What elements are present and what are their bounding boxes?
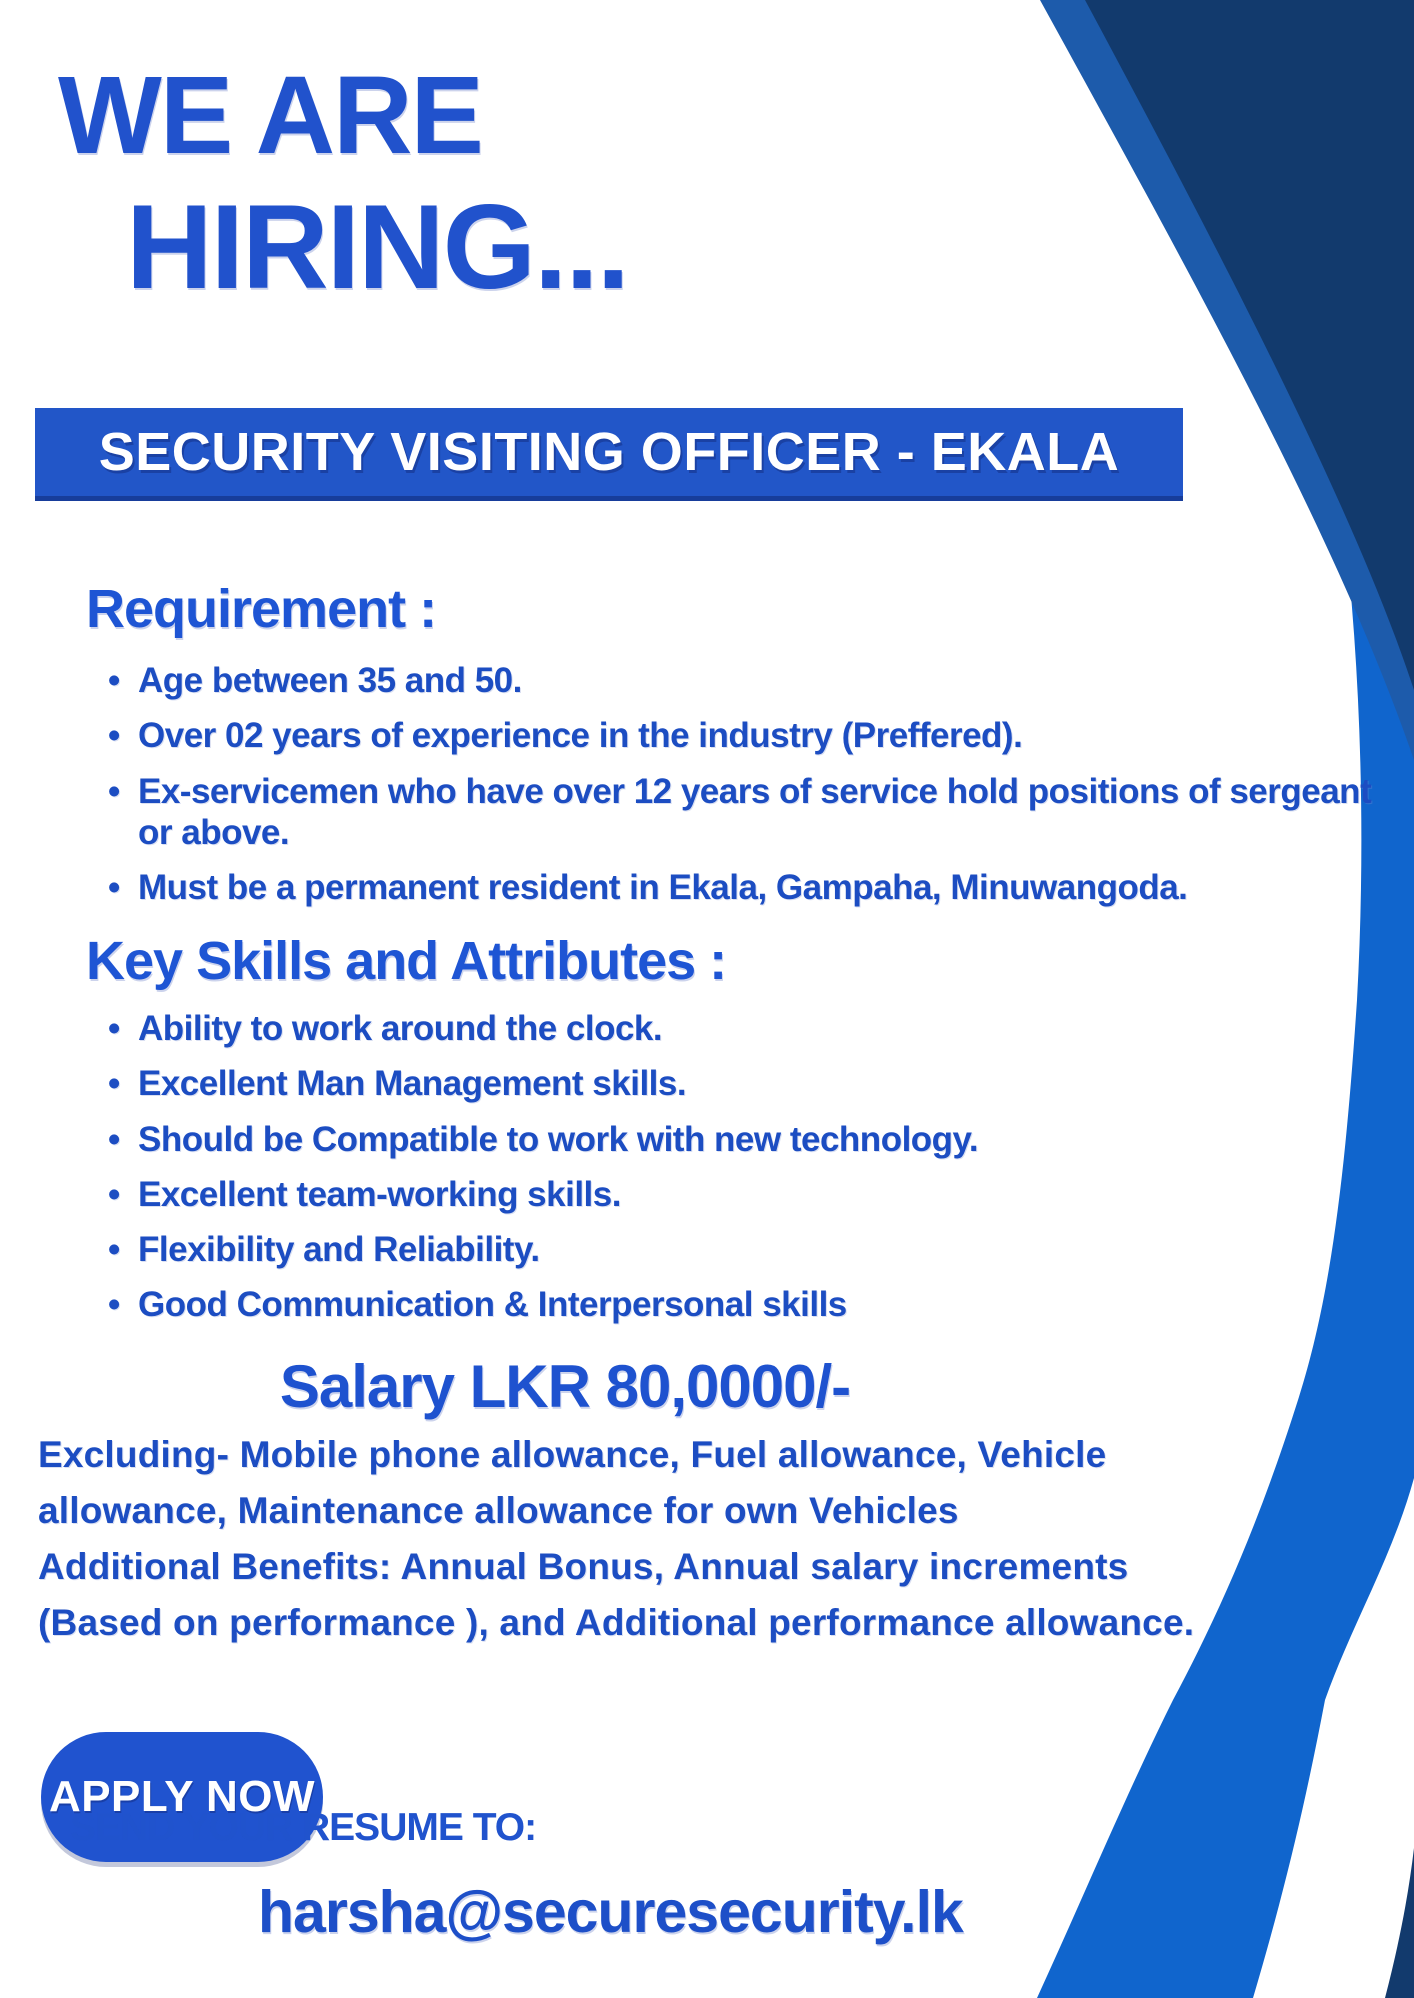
skill-item: • Excellent Man Management skills. <box>104 1063 978 1104</box>
title-hiring: HIRING... <box>126 180 629 314</box>
salary-detail-line: (Based on performance ), and Additional performance allowance. <box>38 1602 1195 1643</box>
apply-now-label: APPLY NOW <box>48 1772 316 1821</box>
requirements-list <box>104 660 1403 922</box>
title-we-are: WE ARE <box>58 54 482 177</box>
requirement-item: • Age between 35 and 50. <box>104 660 1403 701</box>
salary-details <box>38 1430 1194 1654</box>
requirement-item: • Over 02 years of experience in the industry (Preffered). <box>104 715 1403 756</box>
requirement-item: • Ex-servicemen who have over 12 years of service hold positions of sergeant or above. <box>104 771 1403 854</box>
skill-item: • Should be Compatible to work with new technology. <box>104 1119 978 1160</box>
job-title-text: SECURITY VISITING OFFICER - EKALA <box>98 422 1120 482</box>
skill-item: • Ability to work around the clock. <box>104 1008 978 1049</box>
skill-item: • Good Communication & Interpersonal skills <box>104 1284 978 1325</box>
salary-detail-line: allowance, Maintenance allowance for own Vehicles <box>38 1490 959 1531</box>
requirements-heading: Requirement : <box>86 579 437 639</box>
contact-email-link[interactable]: harsha@securesecurity.lk <box>258 1879 963 1945</box>
skill-item: • Flexibility and Reliability. <box>104 1229 978 1270</box>
requirement-item: • Must be a permanent resident in Ekala, Gampaha, Minuwangoda. <box>104 867 1403 908</box>
job-title-banner <box>35 408 1183 501</box>
salary-detail-line: Excluding- Mobile phone allowance, Fuel allowance, Vehicle <box>38 1434 1107 1475</box>
skill-item: • Excellent team-working skills. <box>104 1174 978 1215</box>
salary-heading: Salary LKR 80,0000/- <box>279 1353 851 1420</box>
skills-list <box>104 1008 978 1340</box>
send-resume-label: SEND YOUR RESUME TO: <box>70 1806 537 1849</box>
salary-detail-line: Additional Benefits: Annual Bonus, Annual salary increments <box>38 1546 1129 1587</box>
skills-heading: Key Skills and Attributes : <box>86 931 727 991</box>
